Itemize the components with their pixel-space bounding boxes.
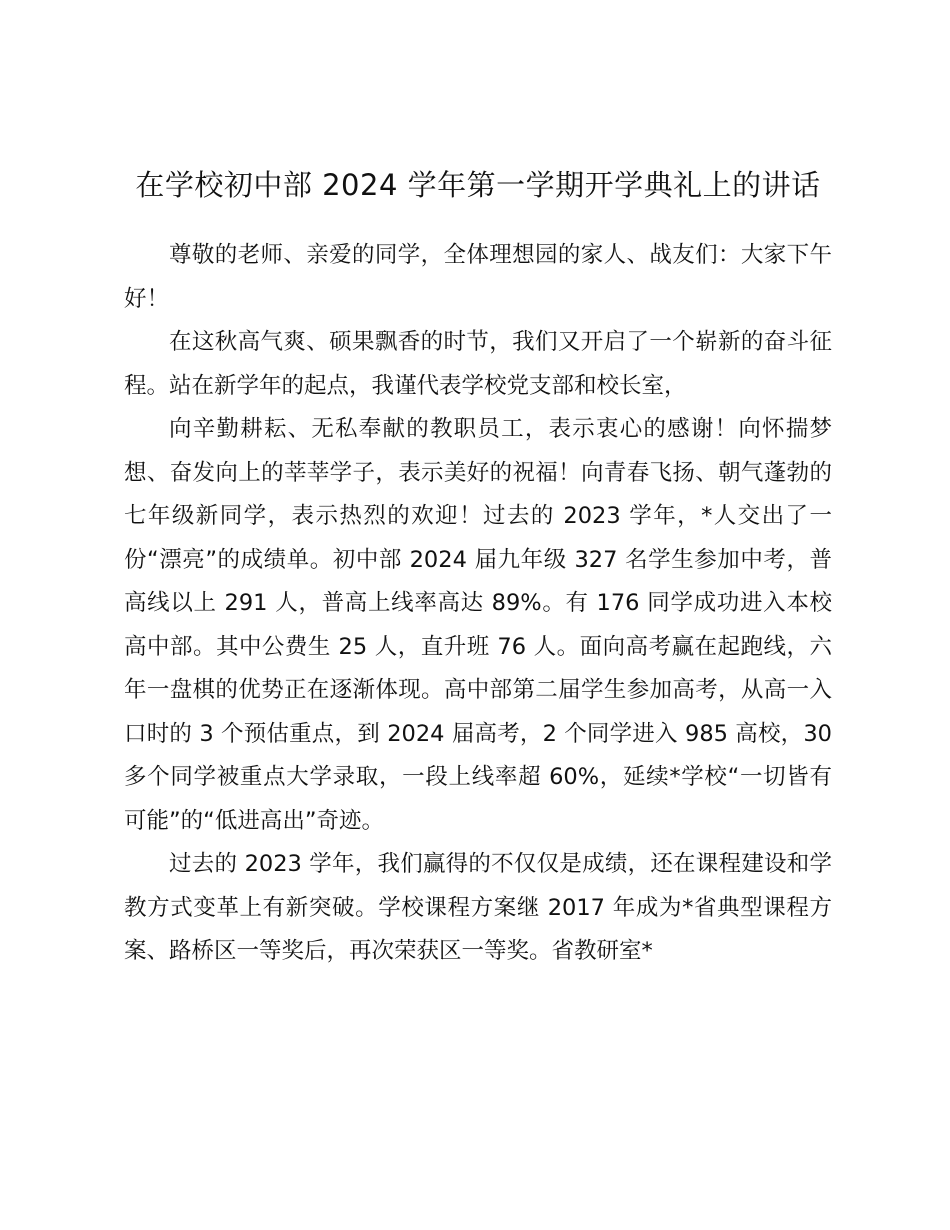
paragraph-curriculum: 过去的 2023 学年，我们赢得的不仅仅是成绩，还在课程建设和学教方式变革上有新突破。学校课程方案继 2017 年成为*省典型课程方案、路桥区一等奖后，再次荣获区一等奖。省教研室* <box>124 851 832 964</box>
document-title: 在学校初中部 2024 学年第一学期开学典礼上的讲话 <box>135 168 821 202</box>
paragraph-greeting: 尊敬的老师、亲爱的同学，全体理想园的家人、战友们：大家下午好！ <box>124 242 832 312</box>
paragraph-opening: 在这秋高气爽、硕果飘香的时节，我们又开启了一个崭新的奋斗征程。站在新学年的起点，我谨代表学校党支部和校长室， <box>124 329 832 399</box>
document-body <box>124 234 832 974</box>
paragraph-achievements: 向辛勤耕耘、无私奉献的教职员工，表示衷心的感谢！向怀揣梦想、奋发向上的莘莘学子，表示美好的祝福！向青春飞扬、朝气蓬勃的七年级新同学，表示热烈的欢迎！过去的 2023 学年，*人交出了一份“漂亮”的成绩单。初中部 2024 届九年级 327 名学生参加中考，普高线以上 291 人，普高上线率高达 89%。有 176 同学成功进入本校高中部。其中公费生 25 人，直升班 76 人。面向高考赢在起跑线，六年一盘棋的优势正在逐渐体现。高中部第二届学生参加高考，从高一入口时的 3 个预估重点，到 2024 届高考，2 个同学进入 985 高校，30 多个同学被重点大学录取，一段上线率超 60%，延续*学校“一切皆有可能”的“低进高出”奇迹。 <box>124 416 832 834</box>
